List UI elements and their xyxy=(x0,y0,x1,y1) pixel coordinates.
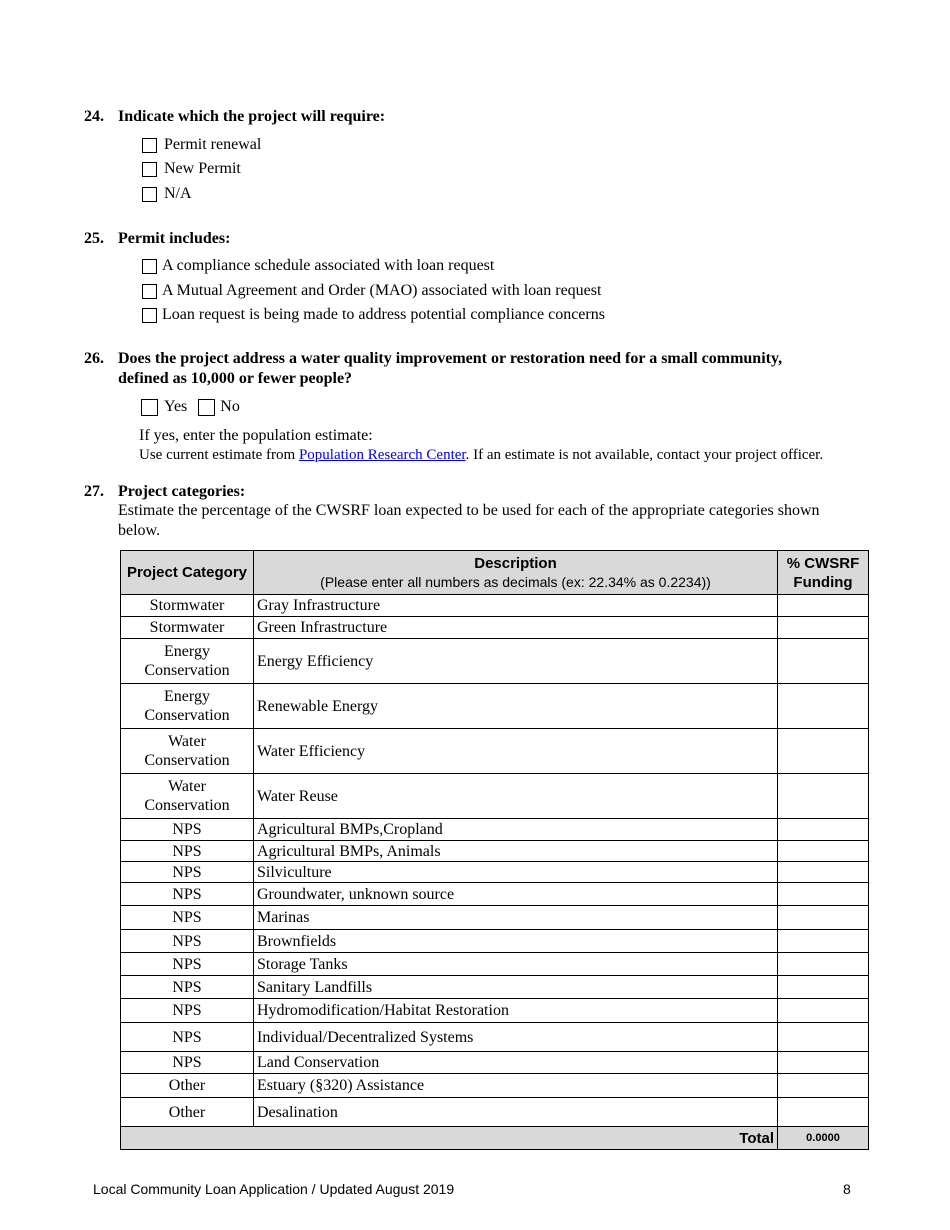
category-cell: NPS xyxy=(121,930,254,953)
category-cell: NPS xyxy=(121,999,254,1023)
no-checkbox[interactable] xyxy=(198,399,215,416)
description-cell: Renewable Energy xyxy=(254,684,778,729)
description-cell: Land Conservation xyxy=(254,1052,778,1074)
category-cell: Other xyxy=(121,1098,254,1127)
option-na[interactable] xyxy=(142,185,192,203)
question-27-intro xyxy=(118,501,878,541)
footer-title: Local Community Loan Application / Updated August 2019 xyxy=(93,1181,455,1197)
yes-no-group xyxy=(141,398,240,416)
description-cell: Water Reuse xyxy=(254,774,778,819)
header-description-note: (Please enter all numbers as decimals (ex: 22.34% as 0.2234)) xyxy=(320,573,711,590)
question-title-line: defined as 10,000 or fewer people? xyxy=(118,370,353,387)
table-row xyxy=(121,1023,869,1052)
category-cell: Energy Conservation xyxy=(121,639,254,684)
funding-input-cell[interactable] xyxy=(778,595,869,617)
table-row xyxy=(121,1074,869,1098)
table-row xyxy=(121,953,869,976)
funding-input-cell[interactable] xyxy=(778,862,869,883)
funding-input-cell[interactable] xyxy=(778,953,869,976)
option-compliance-schedule[interactable] xyxy=(142,257,494,275)
question-title: Project categories: xyxy=(118,483,246,500)
funding-input-cell[interactable] xyxy=(778,999,869,1023)
funding-input-cell[interactable] xyxy=(778,617,869,639)
table-row xyxy=(121,729,869,774)
description-cell: Water Efficiency xyxy=(254,729,778,774)
table-row xyxy=(121,617,869,639)
funding-input-cell[interactable] xyxy=(778,1098,869,1127)
description-cell: Gray Infrastructure xyxy=(254,595,778,617)
funding-input-cell[interactable] xyxy=(778,819,869,841)
total-row xyxy=(121,1127,869,1150)
description-cell: Groundwater, unknown source xyxy=(254,883,778,906)
description-cell: Marinas xyxy=(254,906,778,930)
option-permit-renewal[interactable] xyxy=(142,136,261,154)
funding-input-cell[interactable] xyxy=(778,1023,869,1052)
project-categories-table xyxy=(120,550,869,1150)
category-cell: NPS xyxy=(121,883,254,906)
funding-input-cell[interactable] xyxy=(778,906,869,930)
option-new-permit[interactable] xyxy=(142,160,241,178)
header-description xyxy=(254,551,778,595)
total-value: 0.0000 xyxy=(778,1127,869,1150)
description-cell: Sanitary Landfills xyxy=(254,976,778,999)
description-cell: Brownfields xyxy=(254,930,778,953)
funding-input-cell[interactable] xyxy=(778,976,869,999)
option-label: New Permit xyxy=(164,160,241,177)
category-cell: Stormwater xyxy=(121,595,254,617)
description-cell: Energy Efficiency xyxy=(254,639,778,684)
table-row xyxy=(121,906,869,930)
table-row xyxy=(121,684,869,729)
funding-input-cell[interactable] xyxy=(778,930,869,953)
checkbox[interactable] xyxy=(142,187,157,202)
table-row xyxy=(121,862,869,883)
option-label: A Mutual Agreement and Order (MAO) associated with loan request xyxy=(162,282,602,299)
yes-checkbox[interactable] xyxy=(141,399,158,416)
intro-line: Estimate the percentage of the CWSRF loan expected to be used for each of the appropriate categories shown xyxy=(118,502,820,519)
table-row xyxy=(121,1052,869,1074)
category-cell: NPS xyxy=(121,862,254,883)
description-cell: Estuary (§320) Assistance xyxy=(254,1074,778,1098)
funding-input-cell[interactable] xyxy=(778,639,869,684)
checkbox[interactable] xyxy=(142,259,157,274)
option-label: N/A xyxy=(164,185,192,202)
category-cell: NPS xyxy=(121,1052,254,1074)
category-cell: Other xyxy=(121,1074,254,1098)
funding-input-cell[interactable] xyxy=(778,684,869,729)
category-cell: NPS xyxy=(121,953,254,976)
header-funding-line: Funding xyxy=(793,573,853,591)
population-research-center-link[interactable]: Population Research Center xyxy=(298,447,466,463)
category-cell: NPS xyxy=(121,841,254,862)
header-funding-line: % CWSRF xyxy=(786,554,860,572)
question-number: 24. xyxy=(84,108,104,125)
funding-input-cell[interactable] xyxy=(778,774,869,819)
category-cell: NPS xyxy=(121,976,254,999)
question-title xyxy=(118,349,863,389)
question-title: Permit includes: xyxy=(118,230,231,247)
option-label: Permit renewal xyxy=(164,136,262,153)
table-row xyxy=(121,774,869,819)
funding-input-cell[interactable] xyxy=(778,841,869,862)
table-row xyxy=(121,1098,869,1127)
question-number: 27. xyxy=(84,483,104,500)
total-label: Total xyxy=(121,1127,778,1150)
description-cell: Hydromodification/Habitat Restoration xyxy=(254,999,778,1023)
option-label: Loan request is being made to address potential compliance concerns xyxy=(162,306,605,323)
table-row xyxy=(121,841,869,862)
category-cell: NPS xyxy=(121,819,254,841)
no-label: No xyxy=(220,398,240,415)
header-cwsrf-funding xyxy=(778,551,869,595)
funding-input-cell[interactable] xyxy=(778,1074,869,1098)
question-number: 25. xyxy=(84,230,104,247)
option-compliance-concerns[interactable] xyxy=(142,306,605,324)
description-cell: Agricultural BMPs, Animals xyxy=(254,841,778,862)
note-text: . If an estimate is not available, contact your project officer. xyxy=(465,447,824,463)
category-cell: Water Conservation xyxy=(121,729,254,774)
category-cell: Energy Conservation xyxy=(121,684,254,729)
question-title-line: Does the project address a water quality improvement or restoration need for a small community, xyxy=(118,350,783,367)
category-cell: NPS xyxy=(121,1023,254,1052)
table-header-row xyxy=(121,551,869,595)
checkbox[interactable] xyxy=(142,138,157,153)
table-row xyxy=(121,595,869,617)
funding-input-cell[interactable] xyxy=(778,1052,869,1074)
description-cell: Agricultural BMPs,Cropland xyxy=(254,819,778,841)
table-row xyxy=(121,999,869,1023)
description-cell: Individual/Decentralized Systems xyxy=(254,1023,778,1052)
yes-label: Yes xyxy=(164,398,188,415)
funding-input-cell[interactable] xyxy=(778,883,869,906)
population-prompt: If yes, enter the population estimate: xyxy=(139,427,373,444)
description-cell: Silviculture xyxy=(254,862,778,883)
table-row xyxy=(121,976,869,999)
description-cell: Storage Tanks xyxy=(254,953,778,976)
table-row xyxy=(121,819,869,841)
population-note xyxy=(139,446,823,464)
note-text: Use current estimate from xyxy=(139,447,299,463)
checkbox[interactable] xyxy=(142,284,157,299)
header-description-title: Description xyxy=(474,554,557,572)
description-cell: Green Infrastructure xyxy=(254,617,778,639)
funding-input-cell[interactable] xyxy=(778,729,869,774)
checkbox[interactable] xyxy=(142,308,157,323)
intro-line: below. xyxy=(118,522,161,539)
option-label: A compliance schedule associated with loan request xyxy=(162,257,495,274)
category-cell: NPS xyxy=(121,906,254,930)
header-project-category: Project Category xyxy=(121,551,254,595)
checkbox[interactable] xyxy=(142,162,157,177)
table-row xyxy=(121,930,869,953)
category-cell: Water Conservation xyxy=(121,774,254,819)
table-row xyxy=(121,883,869,906)
question-number: 26. xyxy=(84,350,104,367)
question-title: Indicate which the project will require: xyxy=(118,108,386,125)
category-cell: Stormwater xyxy=(121,617,254,639)
option-mao[interactable] xyxy=(142,282,601,300)
table-row xyxy=(121,639,869,684)
page-number: 8 xyxy=(843,1181,851,1197)
description-cell: Desalination xyxy=(254,1098,778,1127)
